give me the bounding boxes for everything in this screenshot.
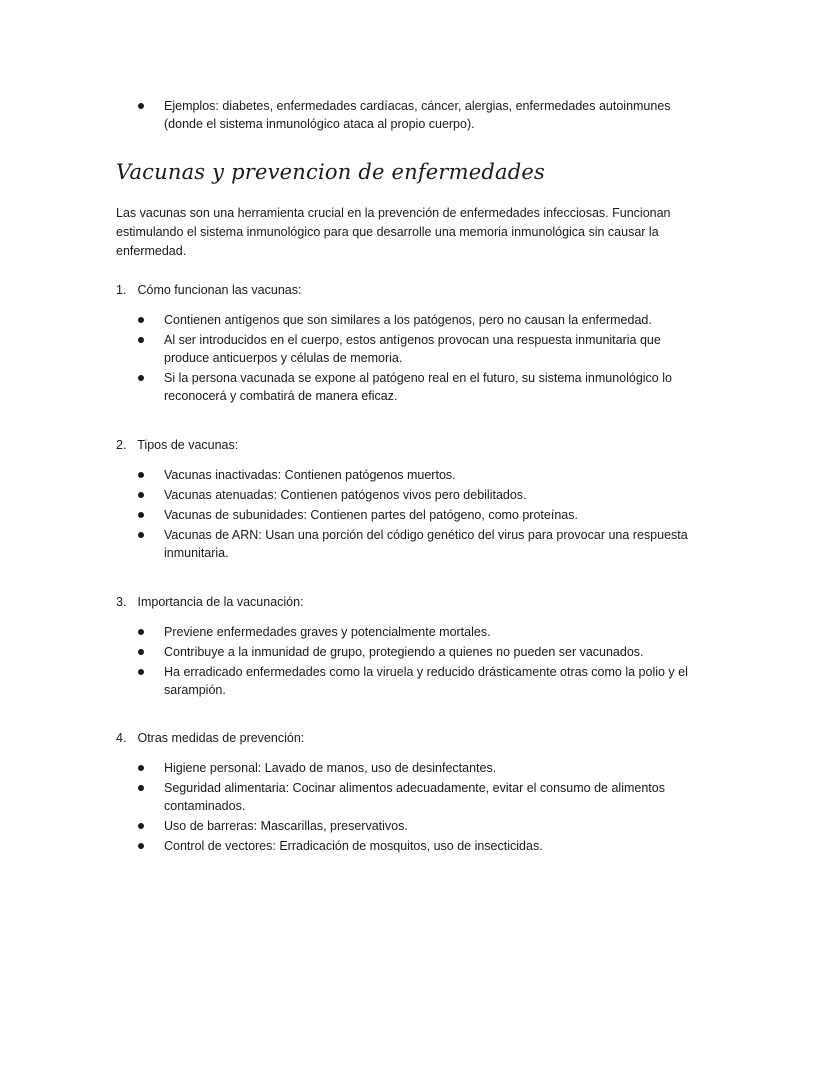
section-number: 2. [116,438,127,452]
section-title-text: Cómo funcionan las vacunas: [137,283,302,297]
numbered-section-4 [116,729,706,857]
list-item: Uso de barreras: Mascarillas, preservativos. [136,817,696,835]
list-item: Higiene personal: Lavado de manos, uso de desinfectantes. [136,759,696,777]
list-item: Al ser introducidos en el cuerpo, estos antígenos provocan una respuesta inmunitaria que produce anticuerpos y células de memoria. [136,331,696,367]
numbered-section-3 [116,593,706,701]
list-item: Ha erradicado enfermedades como la viruela y reducido drásticamente otras como la polio y el sarampión. [136,663,696,699]
numbered-section-1 [116,281,706,407]
section-title-text: Importancia de la vacunación: [137,595,304,609]
list-item: Contribuye a la inmunidad de grupo, protegiendo a quienes no pueden ser vacunados. [136,643,696,661]
list-item: Previene enfermedades graves y potencialmente mortales. [136,623,696,641]
list-item: Vacunas atenuadas: Contienen patógenos vivos pero debilitados. [136,486,696,504]
section-bullet-list [136,759,696,855]
list-item: Si la persona vacunada se expone al patógeno real en el futuro, su sistema inmunológico lo reconocerá y combatirá de manera eficaz. [136,369,696,405]
section-title-text: Otras medidas de prevención: [137,731,305,745]
list-item: Control de vectores: Erradicación de mosquitos, uso de insecticidas. [136,837,696,855]
section-bullet-list [136,623,696,699]
intro-paragraph: Las vacunas son una herramienta crucial en la prevención de enfermedades infecciosas. Funcionan estimulando el sistema inmunológico para que desarrolle una memoria inmunológica sin causar la enfermedad. [116,206,671,258]
section-number: 3. [116,595,127,609]
numbered-section-title [116,593,706,611]
list-item: Contienen antígenos que son similares a los patógenos, pero no causan la enfermedad. [136,311,696,329]
section-number: 4. [116,731,127,745]
numbered-section-title [116,281,706,299]
section-bullet-list [136,311,696,405]
numbered-section-title [116,436,706,454]
list-item: Ejemplos: diabetes, enfermedades cardíacas, cáncer, alergias, enfermedades autoinmunes (donde el sistema inmunológico ataca al propio cuerpo). [136,97,696,133]
list-item: Vacunas de subunidades: Contienen partes del patógeno, como proteínas. [136,506,696,524]
numbered-section-title [116,729,706,747]
section-bullet-list [136,466,696,562]
section-heading: Vacunas y prevencion de enfermedades [116,160,546,184]
section-number: 1. [116,283,127,297]
list-item: Seguridad alimentaria: Cocinar alimentos adecuadamente, evitar el consumo de alimentos contaminados. [136,779,696,815]
top-bullet-list [136,97,696,135]
section-title-text: Tipos de vacunas: [137,438,239,452]
list-item: Vacunas inactivadas: Contienen patógenos muertos. [136,466,696,484]
numbered-section-2 [116,436,706,564]
list-item: Vacunas de ARN: Usan una porción del código genético del virus para provocar una respuesta inmunitaria. [136,526,696,562]
